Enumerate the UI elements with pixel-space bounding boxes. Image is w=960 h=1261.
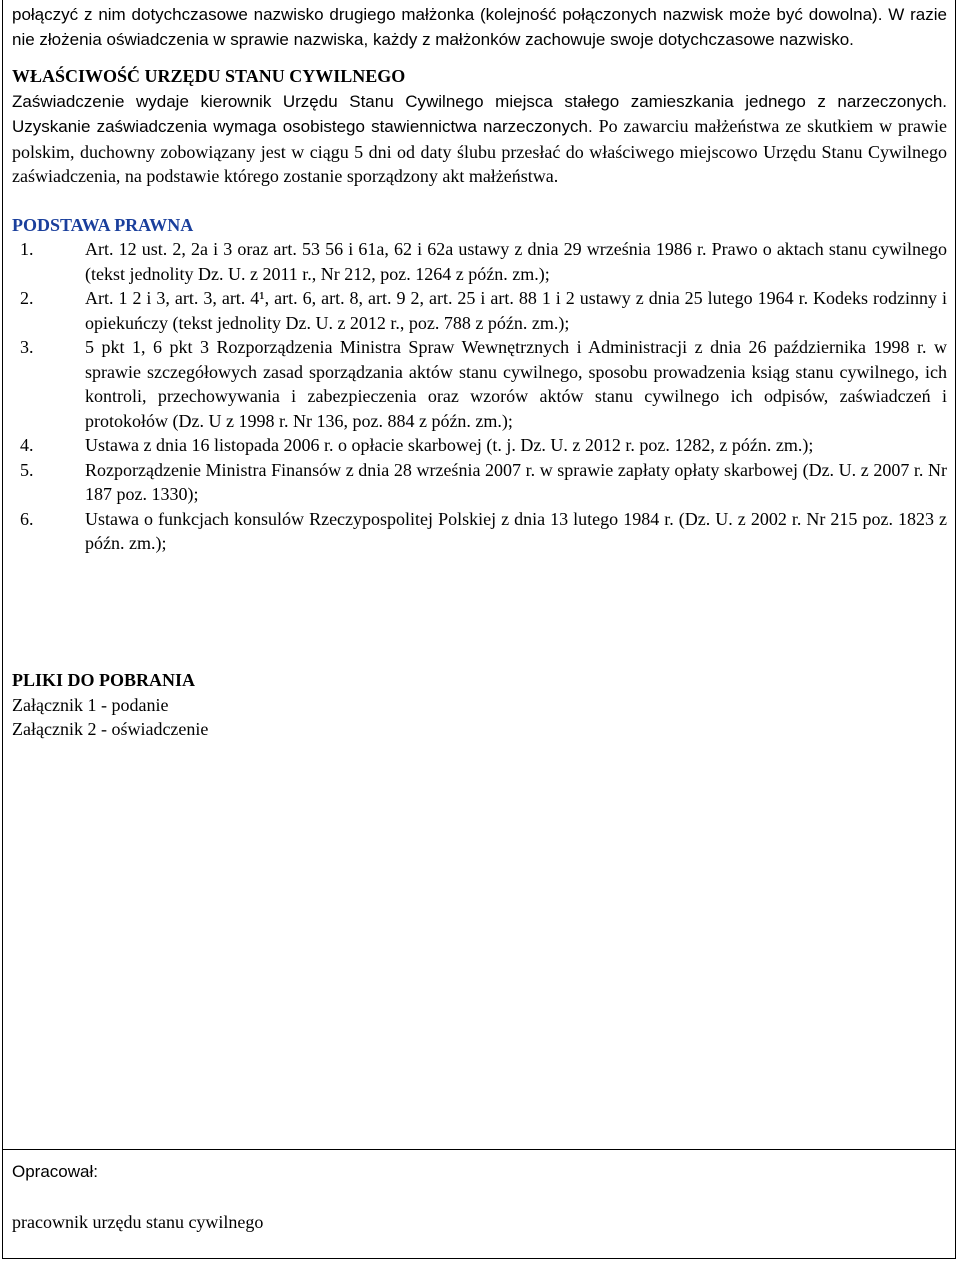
legal-item: 5. Rozporządzenie Ministra Finansów z dnia 28 września 2007 r. w sprawie zapłaty opłaty skarbowej (Dz. U. z 2007 r. Nr 187 poz. 1330);	[20, 459, 947, 504]
legal-item: 3. 5 pkt 1, 6 pkt 3 Rozporządzenia Ministra Spraw Wewnętrznych i Administracji z dnia 26 października 1998 r. w sprawie szczegółowych zasad sporządzania aktów stanu cywilnego, sposobu prowadzenia ksiąg stanu cywilnego, ich kontroli, przechowywania i zabezpieczenia oraz wzorów aktów stanu cywilnego ich odpisów, zaświadczeń i protokołów (Dz. U z 1998 r. Nr 136, poz. 884 z późn. zm.);	[20, 337, 947, 431]
office-text-serif: Po zawarciu małżeństwa ze skutkiem w prawie polskim, duchowny zobowiązany jest w ciągu 5 dni od daty ślubu przesłać do właściwego miejscowo Urzędu Stanu Cywilnego zaświadczenia, na podstawie którego zostanie sporządzony akt małżeństwa.	[12, 116, 947, 186]
prepared-label: Opracował:	[12, 1162, 98, 1181]
prepared-by-section	[12, 1160, 263, 1234]
legal-heading: PODSTAWA PRAWNA	[12, 214, 194, 235]
legal-item: 2. Art. 1 2 i 3, art. 3, art. 4¹, art. 6, art. 8, art. 9 2, art. 25 i art. 88 1 i 2 ustawy z dnia 25 lutego 1964 r. Kodeks rodzinny i opiekuńczy (tekst jednolity Dz. U. z 2012 r., poz. 788 z późn. zm.);	[20, 288, 947, 333]
legal-list	[12, 237, 947, 556]
files-section	[12, 668, 208, 742]
office-heading: WŁAŚCIWOŚĆ URZĘDU STANU CYWILNEGO	[12, 66, 406, 86]
document-body	[12, 3, 947, 556]
legal-item: 1. Art. 12 ust. 2, 2a i 3 oraz art. 53 56 i 61a, 62 i 62a ustawy z dnia 29 września 1986 r. Prawo o aktach stanu cywilnego (tekst jednolity Dz. U. z 2011 r., Nr 212, poz. 1264 z późn. zm.);	[20, 239, 947, 284]
file-link-oswiadczenie[interactable]: Załącznik 2 - oświadczenie	[12, 719, 209, 739]
file-link-podanie[interactable]: Załącznik 1 - podanie	[12, 694, 169, 715]
files-heading: PLIKI DO POBRANIA	[12, 670, 196, 690]
intro-paragraph: połączyć z nim dotychczasowe nazwisko drugiego małżonka (kolejność połączonych nazwisk może być dowolna). W razie nie złożenia oświadczenia w sprawie nazwiska, każdy z małżonków zachowuje swoje dotychczasowe nazwisko.	[12, 5, 947, 49]
legal-item: 6. Ustawa o funkcjach konsulów Rzeczypospolitej Polskiej z dnia 13 lutego 1984 r. (Dz. U. z 2002 r. Nr 215 poz. 1823 z późn. zm.);	[20, 508, 947, 553]
prepared-value: pracownik urzędu stanu cywilnego	[12, 1212, 264, 1232]
office-paragraph	[12, 89, 947, 189]
legal-item: 4. Ustawa z dnia 16 listopada 2006 r. o opłacie skarbowej (t. j. Dz. U. z 2012 r. poz. 1282, z późn. zm.);	[20, 435, 814, 455]
office-text-sans: Zaświadczenie wydaje kierownik Urzędu Stanu Cywilnego miejsca stałego zamieszkania jednego z narzeczonych. Uzyskanie zaświadczenia wymaga osobistego stawiennictwa narzeczonych.	[12, 91, 947, 136]
